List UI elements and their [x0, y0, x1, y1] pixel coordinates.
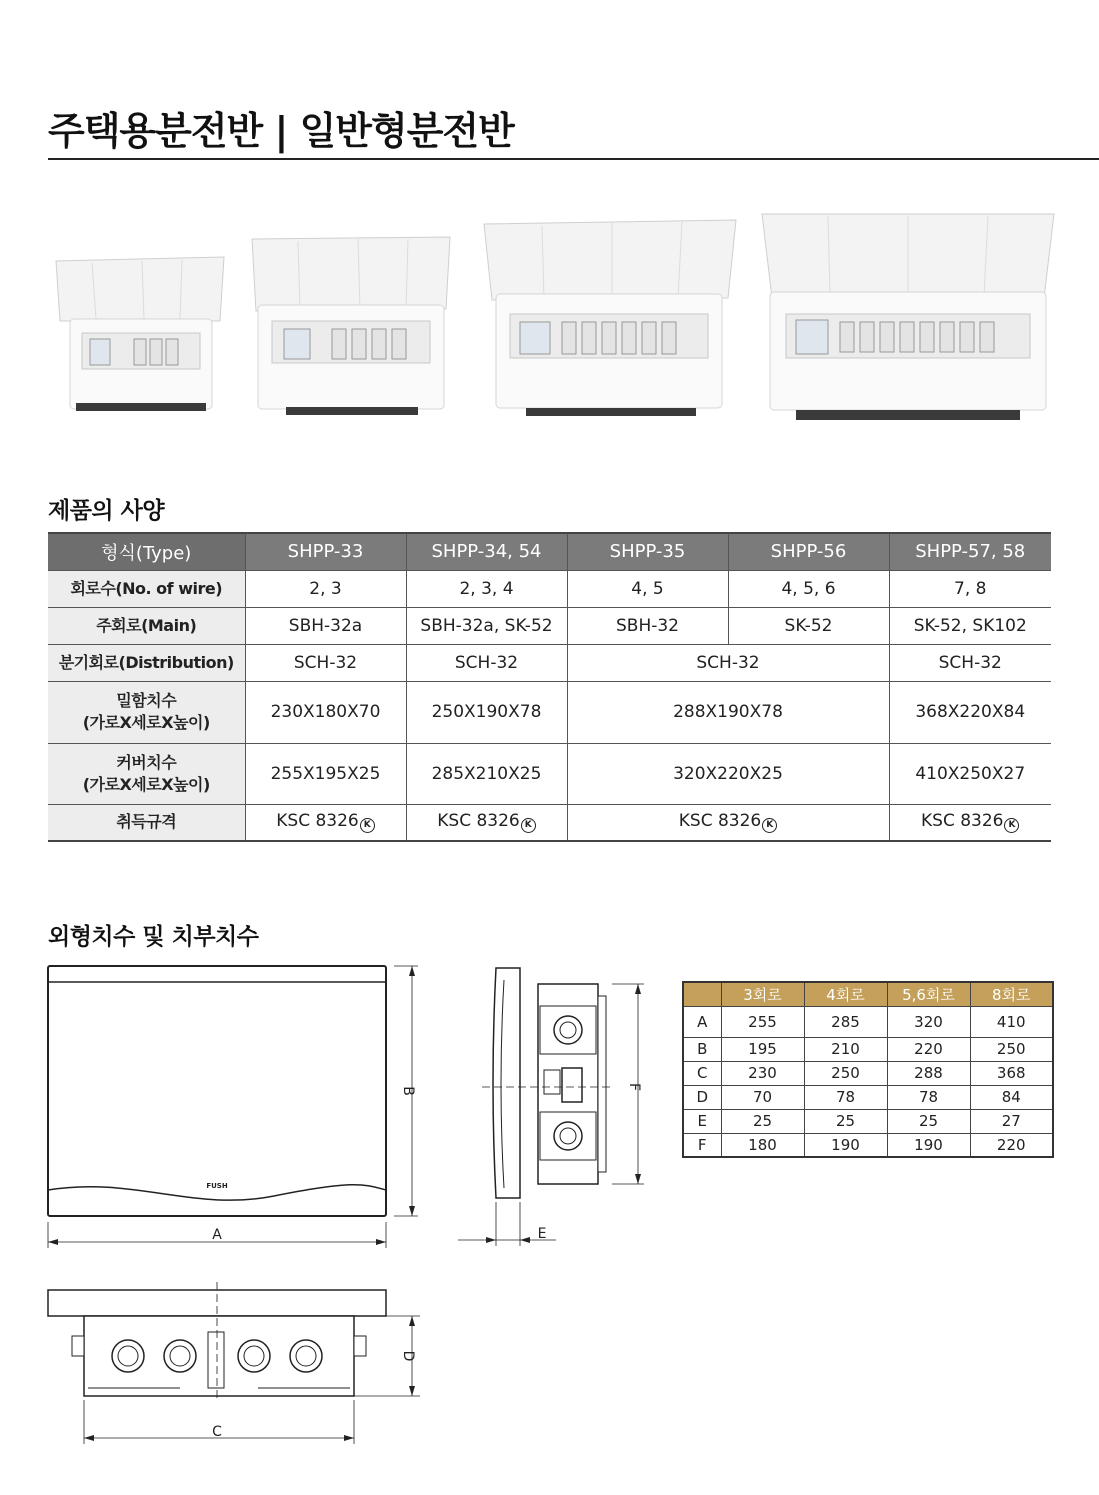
row-main: [48, 607, 1051, 644]
row-embed: [48, 681, 1051, 743]
table-cell: 2, 3: [245, 570, 406, 607]
header-shpp-34-54: SHPP-34, 54: [406, 533, 567, 570]
title-divider: [48, 158, 1099, 160]
table-cell: SBH-32a: [245, 607, 406, 644]
row-label-line: (가로X세로X높이): [82, 774, 210, 794]
spec-header-row: [48, 533, 1051, 570]
table-cell: 368: [970, 1061, 1053, 1085]
dim-header-cell: 5,6회로: [887, 982, 970, 1006]
bottom-view-drawing: [44, 1282, 424, 1452]
dim-row-label: E: [683, 1109, 721, 1133]
table-cell: 70: [721, 1085, 804, 1109]
dim-header-cell: 8회로: [970, 982, 1053, 1006]
table-cell: 190: [887, 1133, 970, 1157]
table-cell: 220: [887, 1037, 970, 1061]
table-cell: SBH-32: [567, 607, 728, 644]
standard-text: KSC 8326: [437, 811, 520, 832]
table-cell: 255: [721, 1006, 804, 1037]
table-cell: 250: [970, 1037, 1053, 1061]
row-label: 취득규격: [48, 804, 245, 841]
table-cell: 195: [721, 1037, 804, 1061]
standard-text: KSC 8326: [921, 811, 1004, 832]
table-cell: 285: [804, 1006, 887, 1037]
table-cell: [406, 804, 567, 841]
standard-text: KSC 8326: [678, 811, 762, 832]
table-cell: SCH-32: [406, 644, 567, 681]
table-cell: 78: [804, 1085, 887, 1109]
table-cell: 27: [970, 1109, 1053, 1133]
table-cell: 410X250X27: [889, 743, 1051, 804]
row-label: 주회로(Main): [48, 607, 245, 644]
dim-header-cell: [683, 982, 721, 1006]
row-label: [48, 743, 245, 804]
row-standard: [48, 804, 1051, 841]
table-cell: 7, 8: [889, 570, 1051, 607]
dim-header-cell: 3회로: [721, 982, 804, 1006]
table-cell: [567, 804, 889, 841]
header-type: 형식(Type): [48, 533, 245, 570]
ks-mark-icon: K: [762, 818, 777, 833]
row-label-line: 커버치수: [116, 752, 177, 772]
table-cell: 255X195X25: [245, 743, 406, 804]
product-photo-panel-8-circuit: [758, 210, 1058, 424]
ks-mark-icon: K: [521, 818, 536, 833]
brand-label: FUSH: [206, 1182, 228, 1190]
table-cell: 78: [887, 1085, 970, 1109]
table-cell: 288: [887, 1061, 970, 1085]
table-cell: 368X220X84: [889, 681, 1051, 743]
dim-row-label: D: [683, 1085, 721, 1109]
side-view-drawing: [452, 962, 652, 1252]
table-cell: [889, 804, 1051, 841]
table-cell: SCH-32: [245, 644, 406, 681]
dim-heading: 외형치수 및 치부치수: [48, 924, 259, 950]
table-cell: 25: [804, 1109, 887, 1133]
row-label-line: (가로X세로X높이): [82, 713, 210, 732]
header-shpp-57-58: SHPP-57, 58: [889, 533, 1051, 570]
row-label-line: 밀함치수: [116, 691, 177, 711]
table-cell: 84: [970, 1085, 1053, 1109]
product-photo-panel-4-circuit: [248, 235, 454, 417]
table-cell: 230X180X70: [245, 681, 406, 743]
table-cell: 250: [804, 1061, 887, 1085]
row-cover: [48, 743, 1051, 804]
ks-mark-icon: K: [360, 818, 375, 833]
table-cell: [245, 804, 406, 841]
spec-heading: 제품의 사양: [48, 498, 165, 524]
row-distribution: [48, 644, 1051, 681]
dim-label-a: A: [212, 1227, 222, 1243]
dim-label-b: B: [400, 1086, 416, 1096]
table-cell: 250X190X78: [406, 681, 567, 743]
header-shpp-56: SHPP-56: [728, 533, 889, 570]
standard-text: KSC 8326: [276, 811, 359, 832]
dim-row-c: [683, 1061, 1053, 1085]
table-cell: 220: [970, 1133, 1053, 1157]
dim-row-label: A: [683, 1006, 721, 1037]
dim-row-a: [683, 1006, 1053, 1037]
spec-table: [48, 532, 1051, 842]
page-title: 주택용분전반 | 일반형분전반: [48, 109, 514, 153]
table-cell: 320: [887, 1006, 970, 1037]
table-cell: 410: [970, 1006, 1053, 1037]
dim-row-b: [683, 1037, 1053, 1061]
header-shpp-35: SHPP-35: [567, 533, 728, 570]
dim-row-e: [683, 1109, 1053, 1133]
dim-header-cell: 4회로: [804, 982, 887, 1006]
table-cell: 230: [721, 1061, 804, 1085]
dim-label-d: D: [400, 1350, 416, 1362]
dim-header-row: [683, 982, 1053, 1006]
table-cell: 210: [804, 1037, 887, 1061]
product-photo-panel-6-circuit: [482, 218, 738, 418]
row-label: [48, 681, 245, 743]
front-view-drawing: [44, 962, 424, 1252]
table-cell: 180: [721, 1133, 804, 1157]
dim-label-e: E: [537, 1226, 547, 1242]
table-cell: SCH-32: [889, 644, 1051, 681]
row-label: 회로수(No. of wire): [48, 570, 245, 607]
table-cell: 25: [887, 1109, 970, 1133]
dim-row-label: B: [683, 1037, 721, 1061]
table-cell: SBH-32a, SK-52: [406, 607, 567, 644]
table-cell: 320X220X25: [567, 743, 889, 804]
table-cell: SK-52, SK102: [889, 607, 1051, 644]
product-photo-panel-3-circuit: [52, 255, 228, 415]
dim-row-label: F: [683, 1133, 721, 1157]
row-label: 분기회로(Distribution): [48, 644, 245, 681]
dim-label-f: F: [626, 1082, 642, 1092]
table-cell: SCH-32: [567, 644, 889, 681]
dim-row-f: [683, 1133, 1053, 1157]
dim-label-c: C: [212, 1424, 222, 1440]
table-cell: 4, 5: [567, 570, 728, 607]
dim-row-label: C: [683, 1061, 721, 1085]
table-cell: SK-52: [728, 607, 889, 644]
header-shpp-33: SHPP-33: [245, 533, 406, 570]
table-cell: 2, 3, 4: [406, 570, 567, 607]
table-cell: 288X190X78: [567, 681, 889, 743]
ks-mark-icon: K: [1004, 818, 1019, 833]
table-cell: 285X210X25: [406, 743, 567, 804]
table-cell: 4, 5, 6: [728, 570, 889, 607]
dimension-table: [682, 981, 1054, 1158]
table-cell: 190: [804, 1133, 887, 1157]
table-cell: 25: [721, 1109, 804, 1133]
dim-row-d: [683, 1085, 1053, 1109]
row-wires: [48, 570, 1051, 607]
